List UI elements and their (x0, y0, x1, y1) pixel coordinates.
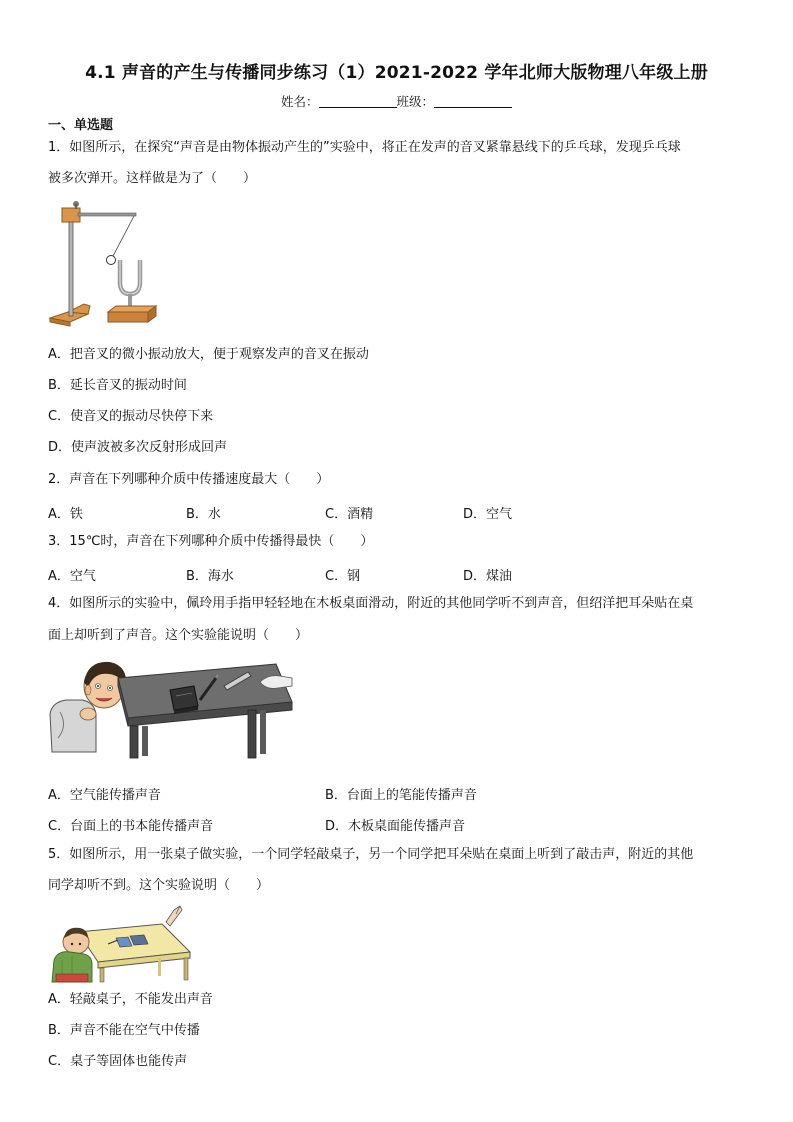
q2-option-d[interactable]: D．空气 (463, 507, 513, 522)
q2-option-b[interactable]: B．水 (186, 507, 221, 522)
name-blank[interactable] (319, 96, 397, 108)
q4-stem-line1: 4．如图所示的实验中，佩玲用手指甲轻轻地在木板桌面滑动，附近的其他同学听不到声音，但绍洋把耳朵贴在桌 (48, 596, 694, 611)
class-label: 班级： (396, 94, 435, 109)
q4-option-a[interactable]: A．空气能传播声音 (48, 788, 161, 803)
table-listening-figure (48, 656, 294, 760)
q3-option-a[interactable]: A．空气 (48, 569, 96, 584)
q2-option-a[interactable]: A．铁 (48, 507, 83, 522)
q3-option-b[interactable]: B．海水 (186, 569, 234, 584)
q1-option-a[interactable]: A．把音叉的微小振动放大，便于观察发声的音叉在振动 (48, 347, 369, 362)
q3-option-c[interactable]: C．钢 (325, 569, 361, 584)
q3-stem: 3．15℃时，声音在下列哪种介质中传播得最快（ ） (48, 534, 374, 549)
q5-stem-line2: 同学却听不到。这个实验说明（ ） (48, 878, 270, 893)
q2-stem: 2．声音在下列哪种介质中传播速度最大（ ） (48, 472, 330, 487)
q5-stem-line1: 5．如图所示，用一张桌子做实验，一个同学轻敲桌子，另一个同学把耳朵贴在桌面上听到了敲击声，附近的其他 (48, 847, 694, 862)
q3-option-d[interactable]: D．煤油 (463, 569, 513, 584)
q5-option-b[interactable]: B．声音不能在空气中传播 (48, 1023, 200, 1038)
table-knocking-figure (48, 904, 192, 984)
tuning-fork-figure (48, 200, 158, 330)
class-blank[interactable] (434, 96, 512, 108)
worksheet-title: 4.1 声音的产生与传播同步练习（1）2021-2022 学年北师大版物理八年级上册 (85, 63, 708, 83)
q1-option-b[interactable]: B．延长音叉的振动时间 (48, 378, 187, 393)
q1-option-c[interactable]: C．使音叉的振动尽快停下来 (48, 409, 214, 424)
q4-option-d[interactable]: D．木板桌面能传播声音 (325, 819, 466, 834)
student-info-line (0, 92, 793, 110)
q4-stem-line2: 面上却听到了声音。这个实验能说明（ ） (48, 628, 309, 643)
q1-stem-line1: 1．如图所示，在探究“声音是由物体振动产生的”实验中，将正在发声的音叉紧靠悬线下的乒乓球，发现乒乓球 (48, 140, 681, 155)
q4-option-b[interactable]: B．台面上的笔能传播声音 (325, 788, 477, 803)
q1-stem-line2: 被多次弹开。这样做是为了（ ） (48, 171, 257, 186)
q5-option-a[interactable]: A．轻敲桌子，不能发出声音 (48, 992, 213, 1007)
name-label: 姓名： (280, 94, 319, 109)
q4-option-c[interactable]: C．台面上的书本能传播声音 (48, 819, 214, 834)
section-heading: 一、单选题 (48, 118, 114, 133)
q2-option-c[interactable]: C．酒精 (325, 507, 374, 522)
q1-option-d[interactable]: D．使声波被多次反射形成回声 (48, 440, 228, 455)
q5-option-c[interactable]: C．桌子等固体也能传声 (48, 1054, 188, 1069)
